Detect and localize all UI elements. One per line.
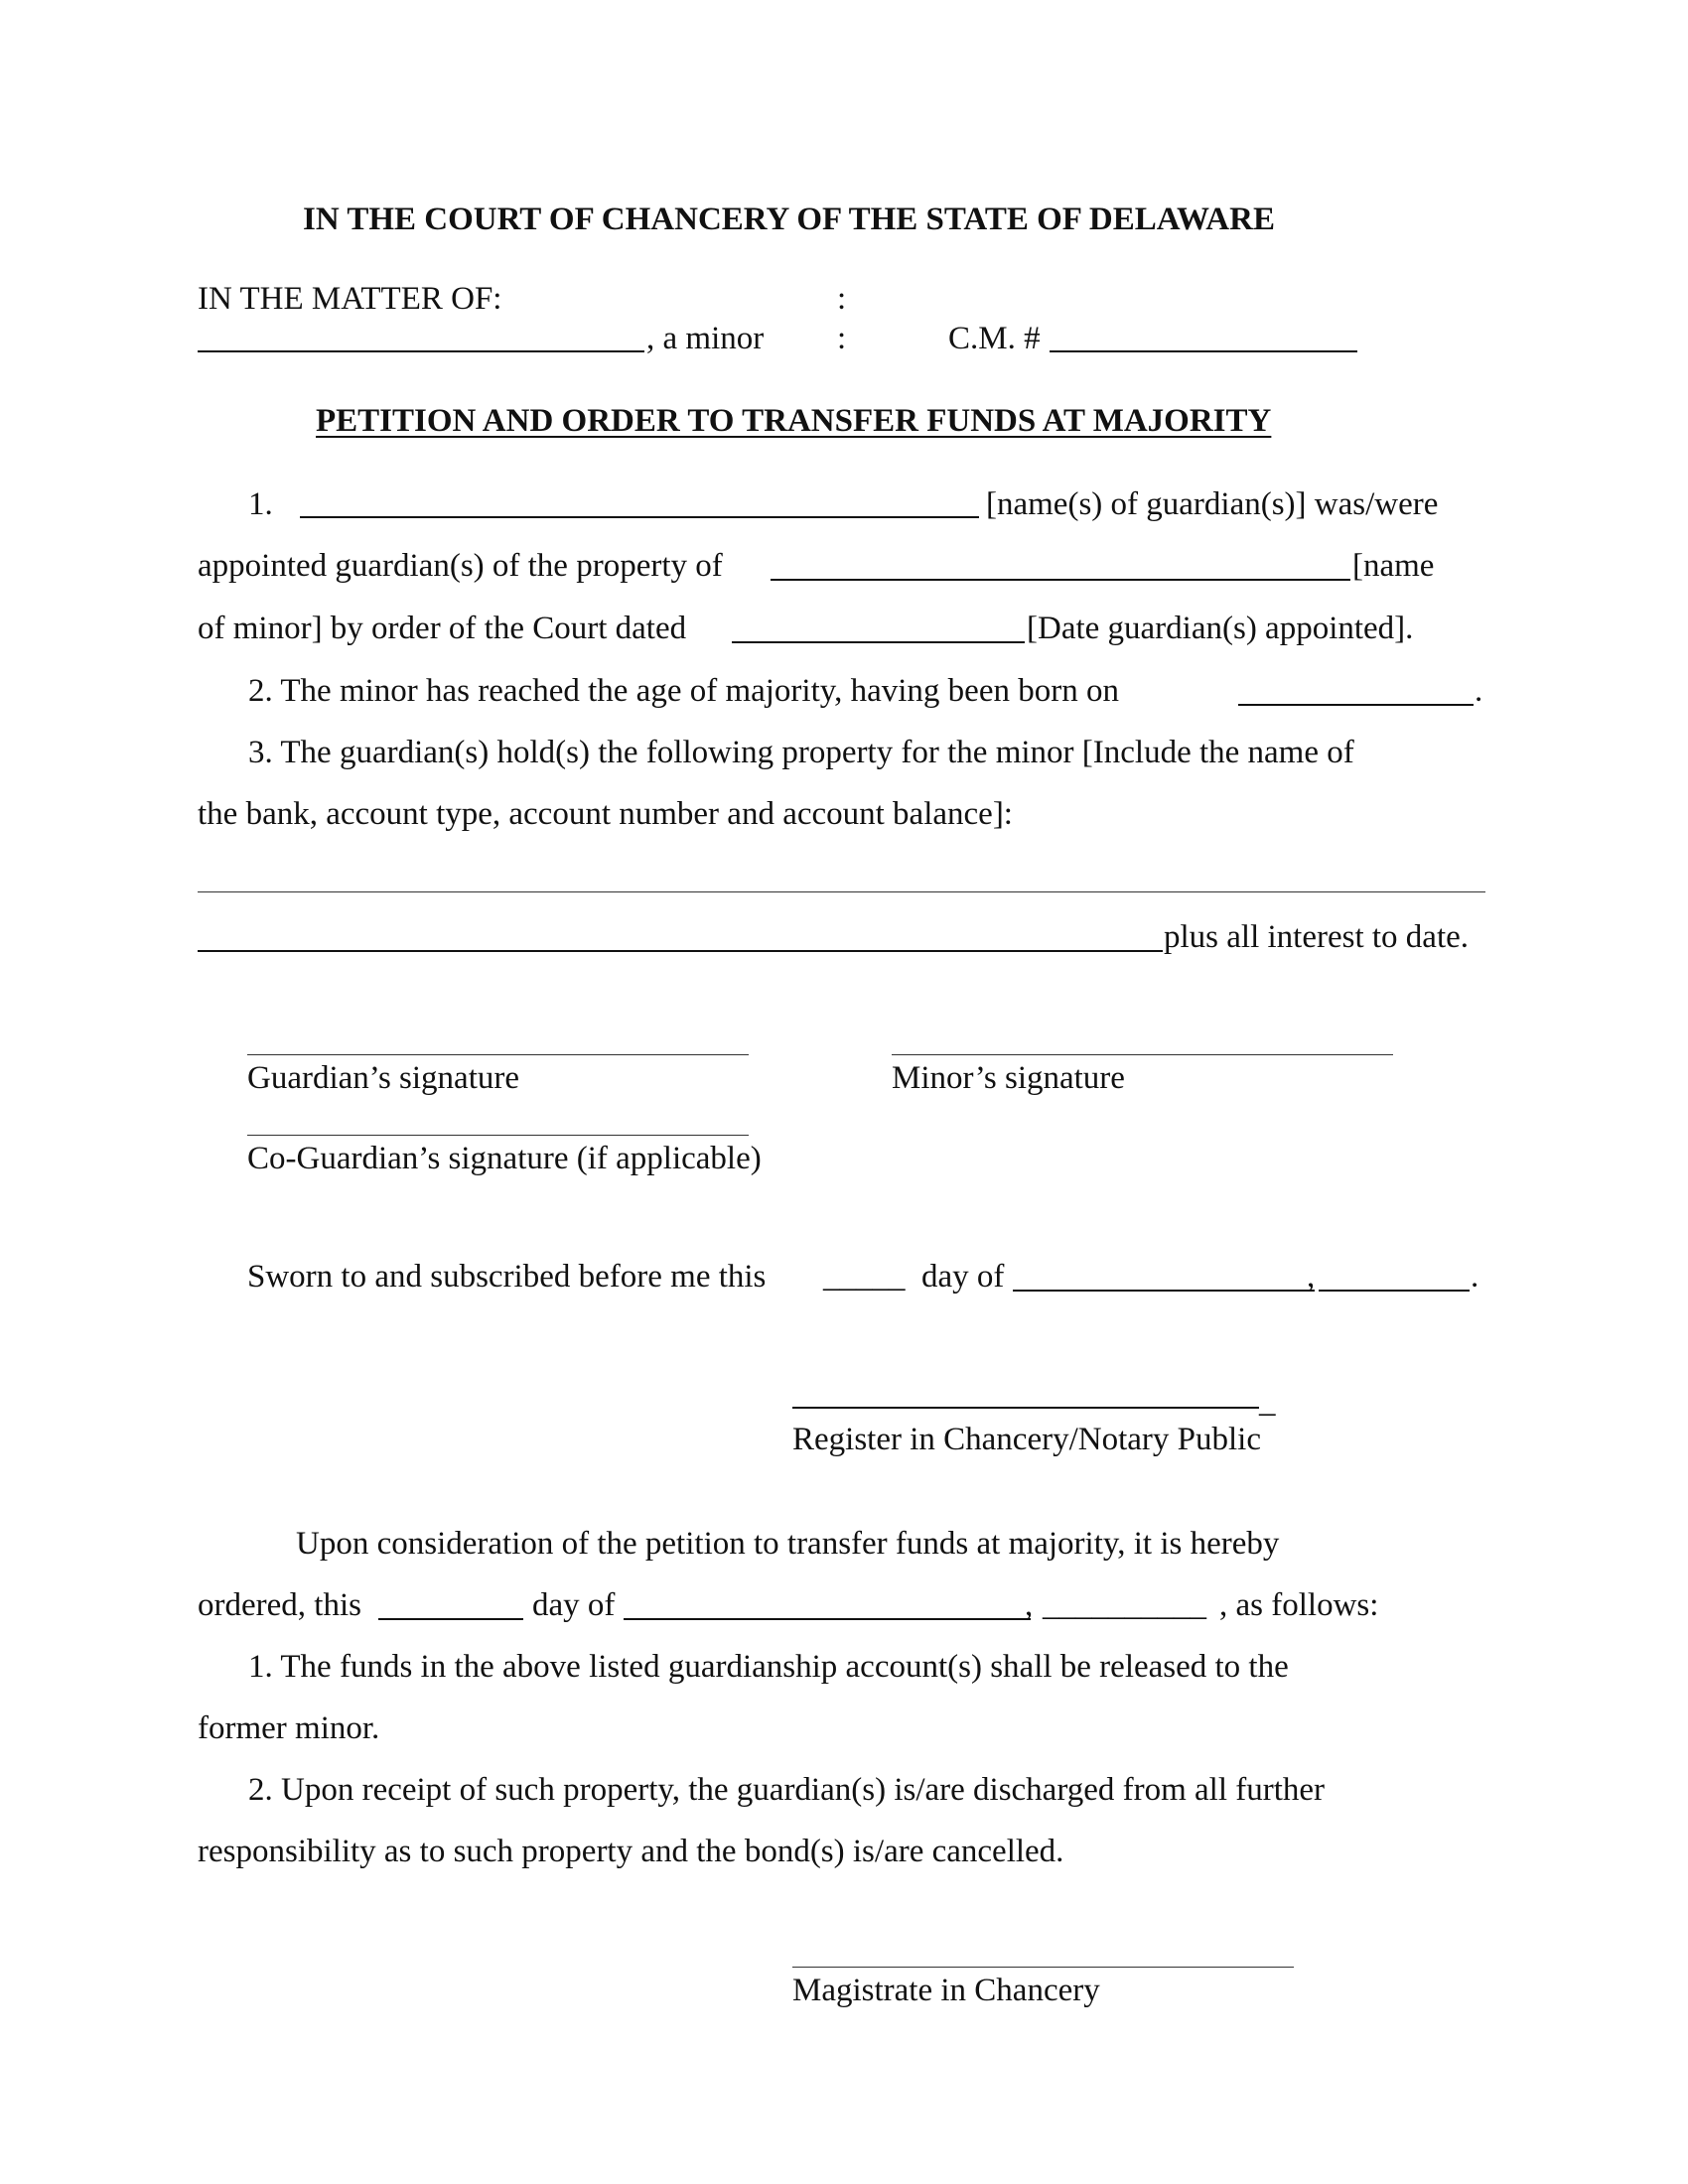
order-dated-text: of minor] by order of the Court dated: [198, 611, 687, 646]
guardian-signature-line[interactable]: [247, 1054, 749, 1055]
cm-number-blank[interactable]: [1050, 350, 1357, 352]
in-the-matter-of-label: IN THE MATTER OF:: [198, 281, 502, 317]
court-title: IN THE COURT OF CHANCERY OF THE STATE OF DELAWARE: [303, 202, 1275, 237]
sworn-day-blank[interactable]: _____: [823, 1259, 906, 1295]
paragraph-3-line-1: 3. The guardian(s) hold(s) the following property for the minor [Include the name of: [248, 735, 1354, 770]
order-intro-line-1: Upon consideration of the petition to transfer funds at majority, it is hereby: [296, 1526, 1280, 1562]
magistrate-label: Magistrate in Chancery: [792, 1973, 1100, 2008]
minor-property-name-blank[interactable]: [771, 579, 1350, 581]
paragraph-3-line-2: the bank, account type, account number and account balance]:: [198, 796, 1013, 832]
appointment-date-blank[interactable]: [732, 641, 1025, 643]
co-guardian-signature-label: Co-Guardian’s signature (if applicable): [247, 1141, 762, 1176]
property-details-blank-2[interactable]: [198, 950, 1163, 952]
sworn-text: Sworn to and subscribed before me this: [247, 1259, 767, 1295]
appointed-guardian-text: appointed guardian(s) of the property of: [198, 548, 723, 584]
sworn-comma: ,: [1307, 1259, 1316, 1295]
register-signature-line[interactable]: [792, 1407, 1259, 1409]
guardian-names-blank[interactable]: [300, 516, 979, 518]
minor-signature-label: Minor’s signature: [892, 1060, 1125, 1096]
order-comma: ,: [1025, 1587, 1034, 1623]
sworn-year-blank[interactable]: [1319, 1290, 1470, 1292]
minor-signature-line[interactable]: [892, 1054, 1393, 1055]
date-appointed-hint: [Date guardian(s) appointed].: [1027, 611, 1414, 646]
minor-name-blank[interactable]: [198, 350, 644, 352]
petition-title: PETITION AND ORDER TO TRANSFER FUNDS AT MAJORITY: [316, 403, 1272, 439]
magistrate-signature-line[interactable]: [792, 1967, 1294, 1968]
order-day-of-text: day of: [532, 1587, 616, 1623]
order-year-blank[interactable]: __________: [1043, 1587, 1206, 1623]
a-minor-label: , a minor: [646, 321, 765, 356]
paragraph-2-period: .: [1475, 673, 1483, 709]
register-line-tail: _: [1259, 1384, 1276, 1420]
ordered-this-text: ordered, this: [198, 1587, 361, 1623]
guardian-signature-label: Guardian’s signature: [247, 1060, 520, 1096]
cm-number-label: C.M. #: [948, 321, 1041, 356]
paragraph-2-text: 2. The minor has reached the age of majority, having been born on: [248, 673, 1119, 709]
name-hint: [name: [1352, 548, 1435, 584]
order-item-2-line-2: responsibility as to such property and the bond(s) is/are cancelled.: [198, 1834, 1064, 1869]
caption-colon: :: [837, 321, 847, 356]
plus-interest-text: plus all interest to date.: [1164, 919, 1470, 955]
sworn-month-blank[interactable]: [1013, 1290, 1315, 1292]
order-day-blank[interactable]: [378, 1618, 523, 1620]
caption-colon: :: [837, 281, 847, 317]
as-follows-text: , as follows:: [1219, 1587, 1379, 1623]
paragraph-1-number: 1.: [248, 486, 273, 522]
guardian-names-hint: [name(s) of guardian(s)] was/were: [986, 486, 1439, 522]
register-notary-label: Register in Chancery/Notary Public: [792, 1422, 1261, 1457]
property-details-blank-1[interactable]: [198, 891, 1485, 892]
order-item-1-line-1: 1. The funds in the above listed guardianship account(s) shall be released to the: [248, 1649, 1289, 1685]
sworn-day-of-text: day of: [921, 1259, 1005, 1295]
sworn-period: .: [1471, 1259, 1479, 1295]
order-month-blank[interactable]: [624, 1618, 1031, 1620]
order-item-1-line-2: former minor.: [198, 1710, 380, 1746]
birth-date-blank[interactable]: [1238, 704, 1474, 706]
co-guardian-signature-line[interactable]: [247, 1135, 749, 1136]
order-item-2-line-1: 2. Upon receipt of such property, the guardian(s) is/are discharged from all further: [248, 1772, 1326, 1808]
